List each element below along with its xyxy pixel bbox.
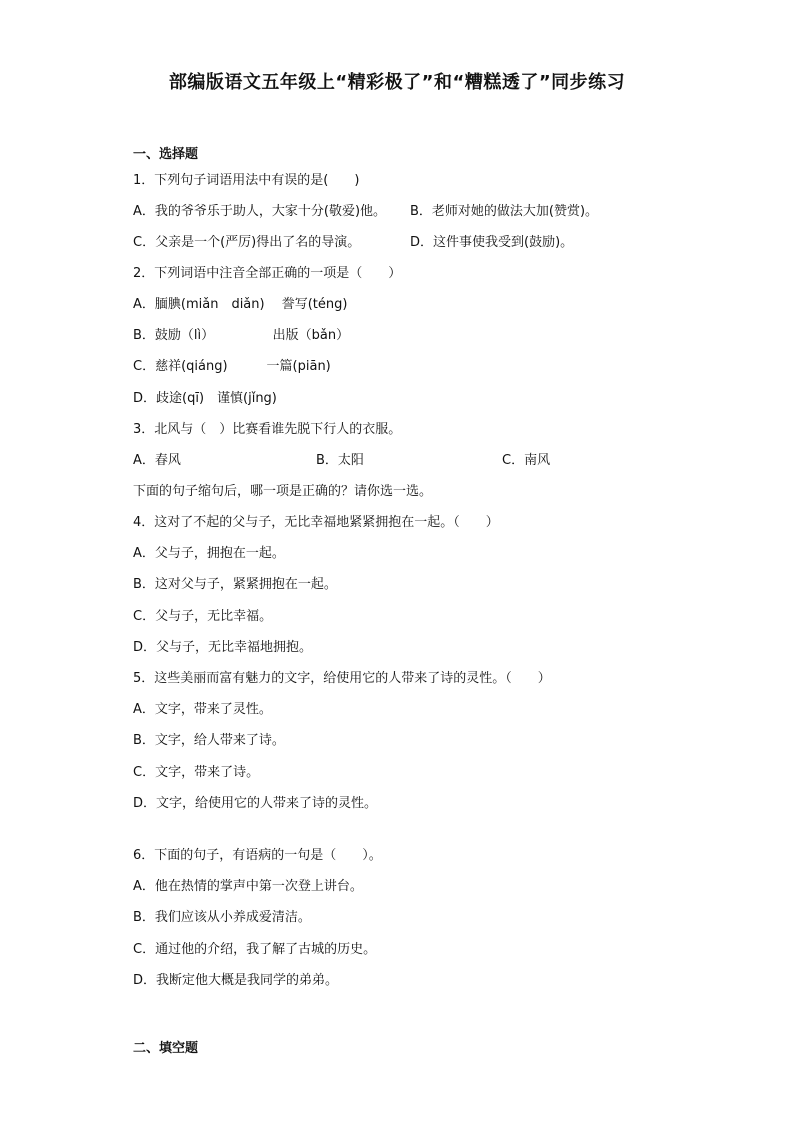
q1-option-d: D．这件事使我受到(鼓励)。: [410, 235, 574, 250]
q1-stem: 1．下列句子词语用法中有误的是( ): [133, 173, 360, 188]
q5-option-c: C．文字，带来了诗。: [133, 765, 260, 780]
q4-option-c: C．父与子，无比幸福。: [133, 609, 273, 624]
q3-stem: 3．北风与（ ）比赛看谁先脱下行人的衣服。: [133, 422, 402, 437]
q3-option-c: C．南风: [502, 453, 551, 468]
q5-option-a: A．文字，带来了灵性。: [133, 702, 272, 717]
section-heading-choice: 一、选择题: [133, 147, 199, 162]
q4-option-a: A．父与子，拥抱在一起。: [133, 546, 285, 561]
q5-option-d: D．文字，给使用它的人带来了诗的灵性。: [133, 796, 378, 811]
q6-option-d: D．我断定他大概是我同学的弟弟。: [133, 973, 339, 988]
section-heading-fill: 二、填空题: [133, 1041, 199, 1056]
q5-option-b: B．文字，给人带来了诗。: [133, 733, 285, 748]
q4-option-b: B．这对父与子，紧紧拥抱在一起。: [133, 577, 337, 592]
q1-option-c: C．父亲是一个(严厉)得出了名的导演。: [133, 235, 361, 250]
q6-option-b: B．我们应该从小养成爱清洁。: [133, 910, 311, 925]
q2-stem: 2．下列词语中注音全部正确的一项是（ ）: [133, 266, 402, 281]
q2-option-b: B．鼓励（lì） 出版（bǎn）: [133, 328, 350, 343]
q2-option-a: A．腼腆(miǎn diǎn) 誊写(téng): [133, 297, 348, 312]
q6-option-c: C．通过他的介绍，我了解了古城的历史。: [133, 942, 377, 957]
instruction-text: 下面的句子缩句后，哪一项是正确的？请你选一选。: [133, 484, 433, 499]
q4-stem: 4．这对了不起的父与子，无比幸福地紧紧拥抱在一起。（ ）: [133, 515, 499, 530]
q1-option-b: B．老师对她的做法大加(赞赏)。: [410, 204, 599, 219]
q5-stem: 5．这些美丽而富有魅力的文字，给使用它的人带来了诗的灵性。（ ）: [133, 671, 551, 686]
q3-option-b: B．太阳: [316, 453, 364, 468]
q2-option-c: C．慈祥(qiáng) 一篇(piān): [133, 359, 331, 374]
q1-option-a: A．我的爷爷乐于助人，大家十分(敬爱)他。: [133, 204, 387, 219]
q4-option-d: D．父与子，无比幸福地拥抱。: [133, 640, 313, 655]
q2-option-d: D．歧途(qī) 谨慎(jǐng): [133, 391, 277, 406]
q6-option-a: A．他在热情的掌声中第一次登上讲台。: [133, 879, 363, 894]
q3-option-a: A．春风: [133, 453, 181, 468]
page-title: 部编版语文五年级上“精彩极了”和“糟糕透了”同步练习: [168, 72, 626, 93]
q6-stem: 6．下面的句子，有语病的一句是（ ）。: [133, 848, 382, 863]
